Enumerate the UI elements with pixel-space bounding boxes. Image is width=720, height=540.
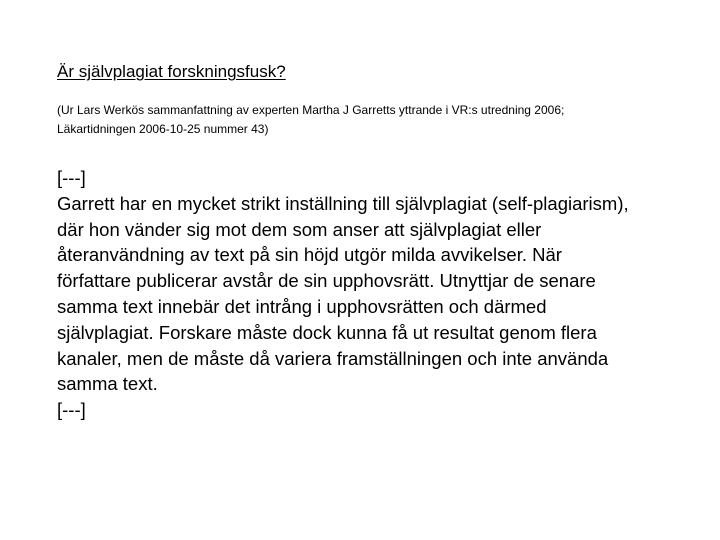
body-line: författare publicerar avstår de sin upphovsrätt. Utnyttjar de senare	[57, 270, 596, 292]
body-line: samma text innebär det intrång i upphovsrätten och därmed	[57, 295, 547, 317]
body-line: Garrett har en mycket strikt inställning till självplagiat (self-plagiarism),	[57, 192, 629, 214]
body-paragraph	[57, 165, 697, 423]
body-line: självplagiat. Forskare måste dock kunna få ut resultat genom flera	[57, 321, 597, 343]
body-line: där hon vänder sig mot dem som anser att självplagiat eller	[57, 218, 542, 240]
body-line: återanvändning av text på sin höjd utgör milda avvikelser. När	[57, 244, 562, 266]
ellipsis-marker: [---]	[57, 167, 86, 188]
body-line: kanaler, men de måste då variera framställningen och inte använda	[57, 347, 609, 369]
body-line: samma text.	[57, 373, 158, 395]
ellipsis-marker: [---]	[57, 399, 86, 421]
source-line: Läkartidningen 2006-10-25 nummer 43)	[57, 122, 269, 136]
source-line: (Ur Lars Werkös sammanfattning av experten Martha J Garretts yttrande i VR:s utredning 2006;	[57, 103, 565, 117]
source-citation	[57, 101, 677, 139]
document-title: Är självplagiat forskningsfusk?	[57, 62, 286, 81]
